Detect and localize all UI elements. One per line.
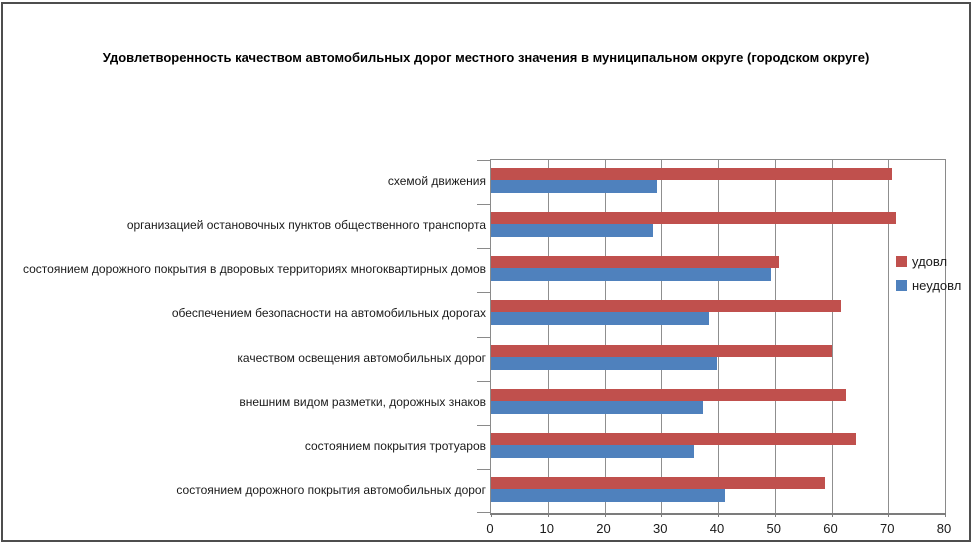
bar-udovl	[491, 389, 846, 401]
bar-udovl	[491, 433, 856, 445]
bar-neudovl	[491, 357, 717, 370]
bar-neudovl	[491, 489, 725, 502]
x-axis-label: 50	[766, 521, 781, 536]
bar-neudovl	[491, 445, 694, 458]
bar-neudovl	[491, 268, 771, 281]
category-label: внешним видом разметки, дорожных знаков	[239, 395, 486, 409]
chart-title: Удовлетворенность качеством автомобильных дорог местного значения в муниципальном округе (городском округе)	[102, 50, 870, 65]
category-label: схемой движения	[387, 174, 486, 188]
bar-neudovl	[491, 312, 709, 325]
x-axis-tick	[888, 513, 889, 517]
value-axis-labels	[486, 521, 952, 539]
bar-udovl	[491, 256, 779, 268]
category-label: состоянием дорожного покрытия в дворовых территориях многоквартирных домов	[22, 262, 486, 276]
x-axis-label: 30	[653, 521, 668, 536]
legend-label-neudovl: неудовл	[912, 278, 962, 293]
legend-swatch-neudovl-icon	[896, 280, 907, 291]
legend-label-udovl: удовл	[912, 254, 948, 269]
bar-udovl	[491, 212, 896, 224]
x-axis-tick	[605, 513, 606, 517]
legend-item-udovl	[896, 254, 961, 269]
x-axis-tick	[832, 513, 833, 517]
x-axis-label: 0	[486, 521, 494, 536]
category-label: организацией остановочных пунктов общественного транспорта	[126, 218, 486, 232]
legend	[896, 254, 961, 302]
x-axis-tick	[775, 513, 776, 517]
x-axis-label: 60	[823, 521, 838, 536]
bar-udovl	[491, 168, 892, 180]
x-axis-label: 40	[709, 521, 725, 536]
x-axis-tick	[491, 513, 492, 517]
legend-swatch-udovl-icon	[896, 256, 907, 267]
x-axis-label: 20	[596, 521, 611, 536]
bar-udovl	[491, 300, 841, 312]
x-axis-tick	[548, 513, 549, 517]
x-axis-label: 80	[936, 521, 952, 536]
bar-udovl	[491, 345, 832, 357]
bar-neudovl	[491, 401, 703, 414]
x-axis-tick	[661, 513, 662, 517]
legend-item-neudovl	[896, 278, 961, 293]
category-axis-labels	[2, 159, 486, 515]
category-label: состоянием дорожного покрытия автомобильных дорог	[176, 483, 486, 497]
x-axis-label: 10	[539, 521, 554, 536]
x-axis-tick	[945, 513, 946, 517]
plot-area	[490, 159, 946, 515]
category-label: состоянием покрытия тротуаров	[304, 439, 486, 453]
x-axis-tick	[718, 513, 719, 517]
category-label: качеством освещения автомобильных дорог	[237, 351, 486, 365]
bar-neudovl	[491, 224, 653, 237]
bar-neudovl	[491, 180, 657, 193]
category-label: обеспечением безопасности на автомобильных дорогах	[171, 306, 486, 320]
x-axis-label: 70	[880, 521, 895, 536]
bar-udovl	[491, 477, 825, 489]
